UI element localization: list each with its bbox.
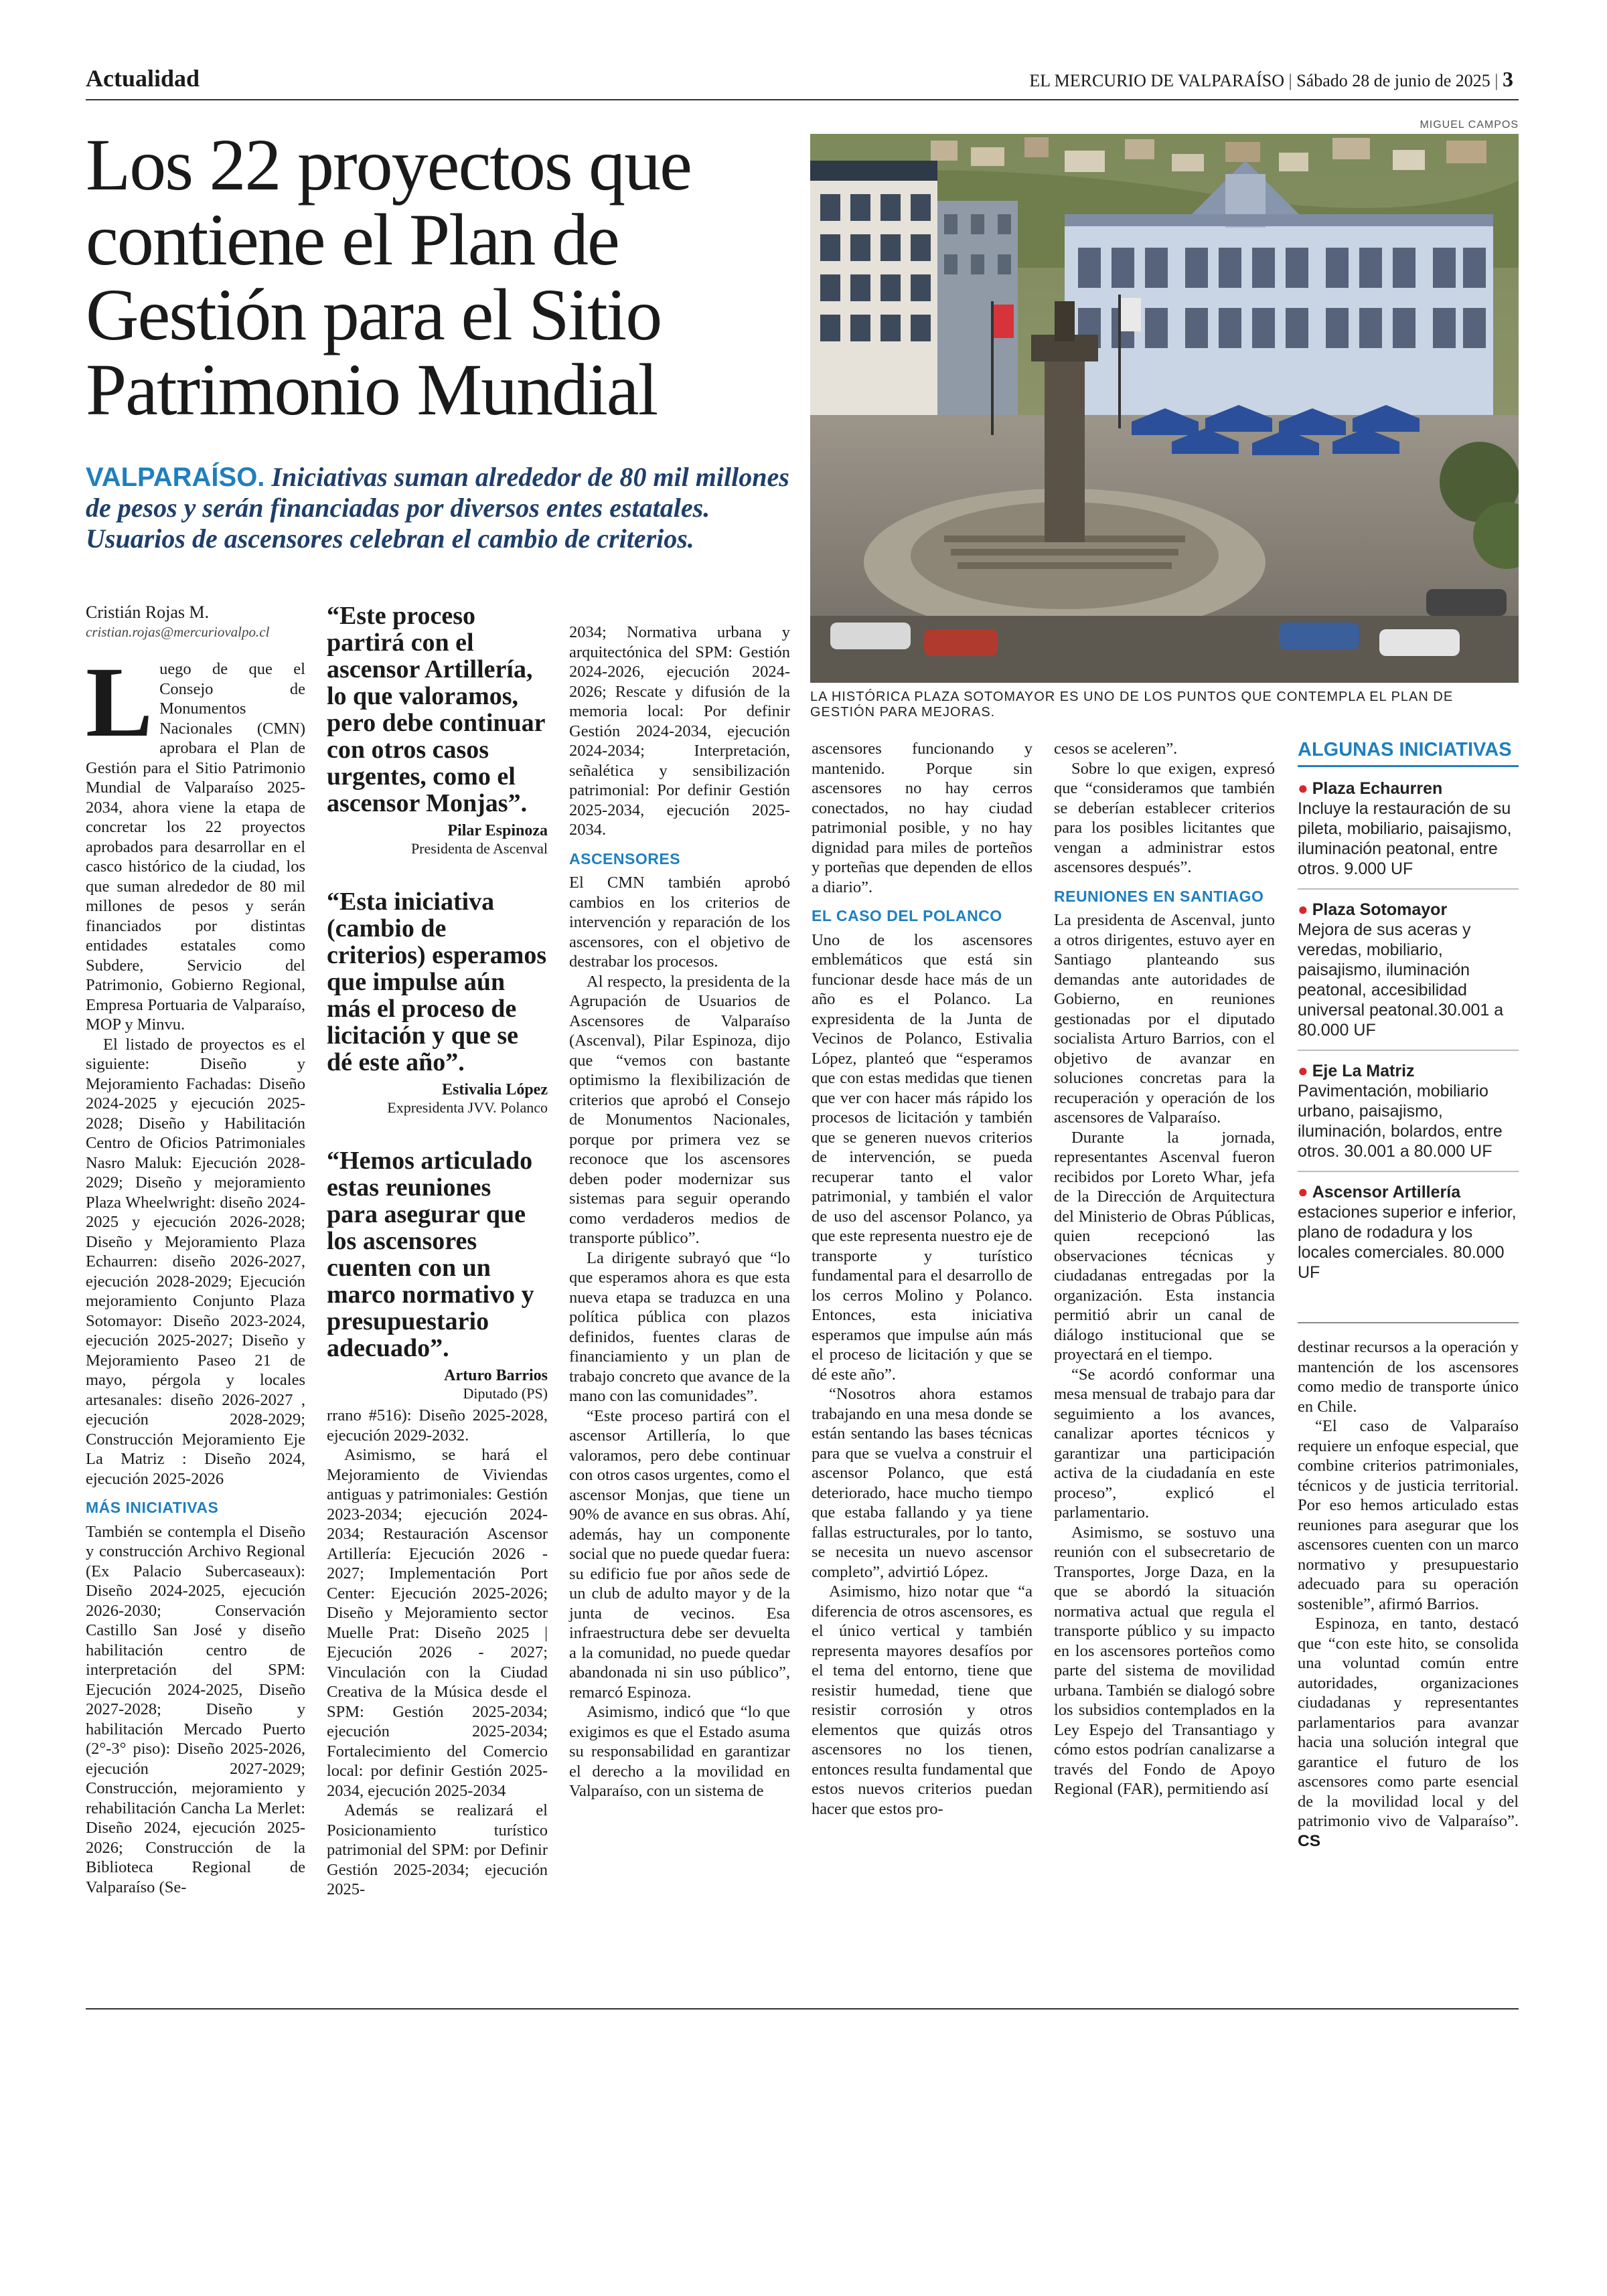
- article-paragraph: Asimismo, hizo notar que “a diferencia de otros ascensores, es el único vertical y también representa mayores desafíos por el tema del entorno, tiene que resistir humedad, tiene que resistir corrosión y otros elementos que quizás otros ascensores no los tienen, entonces resulta fundamental que estos nuevos criterios puedan hacer que estos pro-: [812, 1582, 1032, 1818]
- article-paragraph: “Este proceso partirá con el ascensor Artillería, lo que valoramos, pero debe continuar con otros casos urgentes, como el ascensor Monjas, que tiene un 90% de avance en sus obras. Ahí, además, hay un componente social que no puede quedar fuera: su edificio fue por años sede de un club de adulto mayor y de la junta de vecinos. Esa infraestructura debe ser devuelta a la comunidad, no puede quedar abandonada ni sin uso público”, remarcó Espinoza.: [569, 1406, 790, 1702]
- article-paragraph: Asimismo, se hará el Mejoramiento de Viviendas antiguas y patrimoniales: Gestión 2023-2034; ejecución 2024-2034; Restauración Ascensor Artillería: Ejecución 2026 - 2027; Implementación Port Center: Ejecución 2025-2026; Diseño y Mejoramiento sector Muelle Prat: Diseño 2025 | Ejecución 2026 - 2027; Vinculación con la Ciudad Creativa de la Música desde el SPM: Gestión 2025-2034; ejecución 2025-2034; Fortalecimiento del Comercio local: por definir Gestión 2025-2034, ejecución 2025-2034: [327, 1446, 548, 1800]
- pull-quote: [327, 602, 548, 857]
- quote-name: Pilar Espinoza: [447, 822, 548, 839]
- pull-quote: [327, 888, 548, 1117]
- sidebar-divider: [1298, 1050, 1519, 1051]
- bullet-icon: ●: [1298, 1060, 1308, 1080]
- article-paragraph: “Nosotros ahora estamos trabajando en una mesa donde se están sentando las bases técnicas para que se vuelva a construir el ascensor Polanco, que está deteriorado, hace mucho tiempo que estaba fallando y ya tiene fallas estructurales, por lo tanto, se necesita un nuevo ascensor completo”, advirtió López.: [812, 1385, 1032, 1581]
- author-initials: CS: [1298, 1831, 1321, 1850]
- quote-text: “Hemos articulado estas reuniones para asegurar que los ascensores cuenten con un marco normativo y presupuestario adecuado”.: [327, 1147, 534, 1362]
- lead-location: VALPARAÍSO.: [86, 463, 265, 492]
- article-paragraph: Uno de los ascensores emblemáticos que está sin funcionar desde hace más de un año es el Polanco. La expresidenta de la Junta de Vecinos de Polanco, Estivalia López, planteó que “esperamos que con estas medidas que tienen que ver con hacer más rápido los procesos de licitación y también que se generen nuevos criterios de intervención, se pueda recuperar tanto el valor patrimonial, y también el valor de uso del ascensor Polanco, ya que este representa nuestro eje de transporte y turístico fundamental para el desarrollo de los cerros Molino y Polanco. Entonces, esta iniciativa esperamos que impulse aún más el proceso de licitación y que se dé este año”.: [812, 930, 1032, 1384]
- sidebar-item-text: Incluye la restauración de su pileta, mobiliario, paisajismo, iluminación peatonal, entre otros. 9.000 UF: [1298, 799, 1512, 878]
- column-6: [1298, 1337, 1519, 1851]
- headline: Los 22 proyectos que contiene el Plan de Gestión para el Sitio Patrimonio Mundial: [86, 124, 691, 430]
- article-paragraph: cesos se aceleren”.: [1054, 740, 1178, 758]
- sidebar-list: [1298, 778, 1519, 1283]
- byline-name: Cristián Rojas M.: [86, 602, 210, 622]
- sidebar-item-text: Pavimentación, mobiliario urbano, paisajismo, iluminación, bolardos, entre otros. 30.001 a 80.000 UF: [1298, 1082, 1503, 1161]
- column-2-quotes: [327, 602, 548, 1402]
- quote-text: “Esta iniciativa (cambio de criterios) esperamos que impulse aún más el proceso de licitación y que se dé este año”.: [327, 888, 547, 1076]
- photo-caption: LA HISTÓRICA PLAZA SOTOMAYOR ES UNO DE LOS PUNTOS QUE CONTEMPLA EL PLAN DE GESTIÓN PARA MEJORAS.: [810, 689, 1454, 720]
- quote-name: Arturo Barrios: [444, 1367, 548, 1384]
- sidebar-item-text: estaciones superior e inferior, plano de rodadura y los locales comerciales. 80.000 UF: [1298, 1203, 1517, 1282]
- subhead-ascensores: ASCENSORES: [569, 849, 681, 868]
- issue-date: Sábado 28 de junio de 2025: [1296, 71, 1490, 90]
- article-paragraph: Sobre lo que exigen, expresó que “consideramos que también se deberían establecer criterios para los posibles licitantes que vengan a administrar estos ascensores después”.: [1054, 759, 1275, 876]
- quote-text: “Este proceso partirá con el ascensor Artillería, lo que valoramos, pero debe continuar con otros casos urgentes, como el ascensor Monjas”.: [327, 602, 545, 817]
- drop-cap: L: [86, 647, 153, 758]
- article-paragraph: Asimismo, se sostuvo una reunión con el subsecretario de Transportes, Jorge Daza, en la que se abordó la situación normativa actual que regula el transporte público y su impacto en los ascensores porteños como parte del sistema de movilidad urbana. También se dialogó sobre los subsidios contemplados en la Ley Espejo del Transantiago y cómo estos podrían canalizarse a través del Fondo de Apoyo Regional (FAR), permitiendo así: [1054, 1523, 1275, 1798]
- section-label: Actualidad: [86, 65, 200, 92]
- article-paragraph: Durante la jornada, representantes Ascenval fueron recibidos por Loreto Whar, jefa de la Dirección de Arquitectura del Ministerio de Obras Públicas, quien recepcionó las observaciones técnicas y ciudadanas entregadas por la organización. Esta instancia permitió abrir un canal de diálogo institucional que se proyectará en el tiempo.: [1054, 1128, 1275, 1364]
- column-3: [569, 623, 790, 1801]
- byline-email[interactable]: cristian.rojas@mercuriovalpo.cl: [86, 623, 270, 640]
- sidebar-item-name: Eje La Matriz: [1312, 1062, 1415, 1080]
- bullet-icon: ●: [1298, 1181, 1308, 1202]
- sidebar-item-name: Ascensor Artillería: [1312, 1183, 1461, 1202]
- article-paragraph: Al respecto, la presidenta de la Agrupación de Usuarios de Ascensores de Valparaíso (Ascenval), Pilar Espinoza, dijo que “vemos con bastante optimismo la flexibilización de criterios que aprobó el Consejo de Monumentos Nacionales, porque por primera vez se reconoce que los ascensores deben poder modernizar sus sistemas para seguir operando como verdaderos medios de transporte público”.: [569, 972, 790, 1247]
- subhead-mas-iniciativas: MÁS INICIATIVAS: [86, 1499, 219, 1516]
- sidebar-item-text: Mejora de sus aceras y veredas, mobiliario, paisajismo, iluminación peatonal, accesibilidad universal peatonal.30.001 a 80.000 UF: [1298, 920, 1504, 1040]
- article-paragraph: El CMN también aprobó cambios en los criterios de intervención y reparación de los ascensores, con el objetivo de destrabar los procesos.: [569, 874, 790, 971]
- article-paragraph: 2034; Normativa urbana y arquitectónica del SPM: Gestión 2024-2026, ejecución 2024-2026; Rescate y difusión de la memoria local: Por definir Gestión 2024-2034, ejecución 2024-2034; Interpretación, señalética y sensibilización patrimonial: Por definir Gestión 2025-2034, ejecución 2025-2034.: [569, 623, 790, 839]
- article-paragraph: Espinoza, en tanto, destacó que “con este hito, se consolida una voluntad común entre autoridades, organizaciones ciudadanas y representantes parlamentarios para avanzar hacia una solución integral que garantice el futuro de los ascensores como parte esencial de la movilidad local y del patrimonio vivo de Valparaíso”. CS: [1298, 1615, 1519, 1850]
- article-paragraph: La presidenta de Ascenval, junto a otros dirigentes, estuvo ayer en Santiago planteando sus demandas ante autoridades de Gobierno, en reuniones gestionadas por el diputado socialista Arturo Barrios, con el objetivo de avanzar en soluciones concretas para la recuperación y operación de los ascensores de Valparaíso.: [1054, 911, 1275, 1127]
- article-paragraph: destinar recursos a la operación y mantención de los ascensores como medio de transporte único en Chile.: [1298, 1338, 1519, 1416]
- sidebar-item-name: Plaza Sotomayor: [1312, 900, 1448, 919]
- sidebar-item-name: Plaza Echaurren: [1312, 779, 1443, 798]
- column-2-text: [327, 1406, 548, 1900]
- quote-name: Estivalia López: [441, 1081, 548, 1098]
- article-paragraph: “Se acordó conformar una mesa mensual de trabajo para dar seguimiento a los avances, canalizar aportes técnicos y garantizar una participación activa de la ciudadanía en este proceso”, explicó el parlamentario.: [1054, 1365, 1275, 1522]
- header-rule: [86, 99, 1519, 100]
- article-paragraph: Luego de que el Consejo de Monumentos Nacionales (CMN) aprobara el Plan de Gestión para el Sitio Patrimonio Mundial de Valparaíso 2025-2034, ahora viene la etapa de concretar los 22 proyectos aprobados para desarrollar en el casco histórico de la ciudad, los que suman alrededor de 80 mil millones de pesos y serán financiados por distintas entidades estatales como Subdere, Servicio del Patrimonio, Gobierno Regional, Empresa Portuaria de Valparaíso, MOP y Minvu.: [86, 647, 305, 1034]
- article-paragraph: Asimismo, indicó que “lo que exigimos es que el Estado asuma su responsabilidad en garantizar el derecho a la movilidad en Valparaíso, con un sistema de: [569, 1703, 790, 1800]
- article-paragraph: La dirigente subrayó que “lo que esperamos ahora es que esta nueva etapa se traduzca en una política pública con plazos definidos, fuentes claras de financiamiento y un plan de trabajo concreto que avance de la mano con las comunidades”.: [569, 1248, 790, 1405]
- article-paragraph: rrano #516): Diseño 2025-2028, ejecución 2029-2032.: [327, 1406, 548, 1445]
- sidebar-item: [1298, 1060, 1519, 1161]
- sidebar-bottom-rule: [1298, 1322, 1519, 1323]
- pull-quote: [327, 1147, 548, 1402]
- quote-role: Expresidenta JVV. Polanco: [387, 1099, 548, 1116]
- subhead-reuniones-en-santiago: REUNIONES EN SANTIAGO: [1054, 887, 1264, 905]
- page-header: EL MERCURIO DE VALPARAÍSO | Sábado 28 de junio de 2025 | 3: [1029, 67, 1513, 91]
- sidebar-divider: [1298, 1171, 1519, 1172]
- sidebar-item: [1298, 778, 1519, 879]
- plaza-sotomayor-photo: [810, 134, 1519, 683]
- lead-text: Iniciativas suman alrededor de 80 mil millones de pesos y serán financiadas por diversos entes estatales. Usuarios de ascensores celebran el cambio de criterios.: [86, 462, 789, 554]
- article-paragraph: También se contempla el Diseño y construcción Archivo Regional (Ex Palacio Subercaseaux): Diseño 2024-2025, ejecución 2026-2030; Conservación Castillo San José y diseño habilitación centro de interpretación del SPM: Ejecución 2024-2025, Diseño 2027-2028; Diseño y habilitación Mercado Puerto (2°-3° piso): Diseño 2025-2026, ejecución 2027-2029; Construcción, mejoramiento y rehabilitación Cancha La Merlet: Diseño 2024, ejecución 2025-2026; Construcción de la Biblioteca Regional de Valparaíso (Se-: [86, 1522, 305, 1896]
- article-paragraph: ascensores funcionando y mantenido. Porque sin ascensores no hay cerros conectados, no hay ciudad patrimonial posible, y no hay dignidad para miles de porteños y porteñas que dependen de ellos a diario”.: [812, 740, 1032, 896]
- bottom-rule: [86, 2008, 1519, 2010]
- sidebar-item: [1298, 1181, 1519, 1283]
- sidebar-item: [1298, 899, 1519, 1040]
- lead-paragraph: [86, 462, 795, 554]
- sidebar-title: ALGUNAS INICIATIVAS: [1298, 739, 1519, 767]
- article-paragraph: “El caso de Valparaíso requiere un enfoque especial, que combine criterios patrimoniales, técnicos y de justicia territorial. Por eso hemos articulado estas reuniones para asegurar que los ascensores cuenten con un marco normativo y presupuestario adecuado para su operación sostenible”, afirmó Barrios.: [1298, 1417, 1519, 1613]
- subhead-el-caso-del-polanco: EL CASO DEL POLANCO: [812, 907, 1002, 924]
- newspaper-name: EL MERCURIO DE VALPARAÍSO: [1029, 71, 1284, 90]
- column-4: [812, 739, 1032, 1819]
- photo-credit: MIGUEL CAMPOS: [1420, 119, 1519, 131]
- quote-role: Diputado (PS): [463, 1385, 548, 1402]
- bullet-icon: ●: [1298, 899, 1308, 919]
- article-paragraph: Además se realizará el Posicionamiento turístico patrimonial del SPM: por Definir Gestión 2025-2034; ejecución 2025-: [327, 1801, 548, 1898]
- column-5: [1054, 739, 1275, 1799]
- column-1: [86, 602, 305, 1897]
- article-paragraph: El listado de proyectos es el siguiente: Diseño y Mejoramiento Fachadas: Diseño 2024-2025 y ejecución 2025-2028; Diseño y Habilitación Centro de Oficios Patrimoniales Nasro Maluk: Ejecución 2028-2029; Diseño y mejoramiento Plaza Wheelwright: diseño 2024-2025 y ejecución 2026-2028; Diseño y Mejoramiento Plaza Echaurren: diseño 2026-2027, ejecución 2028-2029; Ejecución mejoramiento Conjunto Plaza Sotomayor: Diseño 2023-2024, ejecución 2025-2027; Diseño y Mejoramiento Paseo 21 de mayo, pérgola y locales artesanales: diseño 2026-2027 , ejecución 2028-2029; Construcción Mejoramiento Eje La Matriz : Diseño 2024, ejecución 2025-2026: [86, 1035, 305, 1488]
- bullet-icon: ●: [1298, 778, 1308, 798]
- photo-illustration: [810, 134, 1519, 683]
- sidebar-divider: [1298, 888, 1519, 890]
- page-number: 3: [1503, 67, 1513, 91]
- quote-role: Presidenta de Ascenval: [410, 840, 548, 857]
